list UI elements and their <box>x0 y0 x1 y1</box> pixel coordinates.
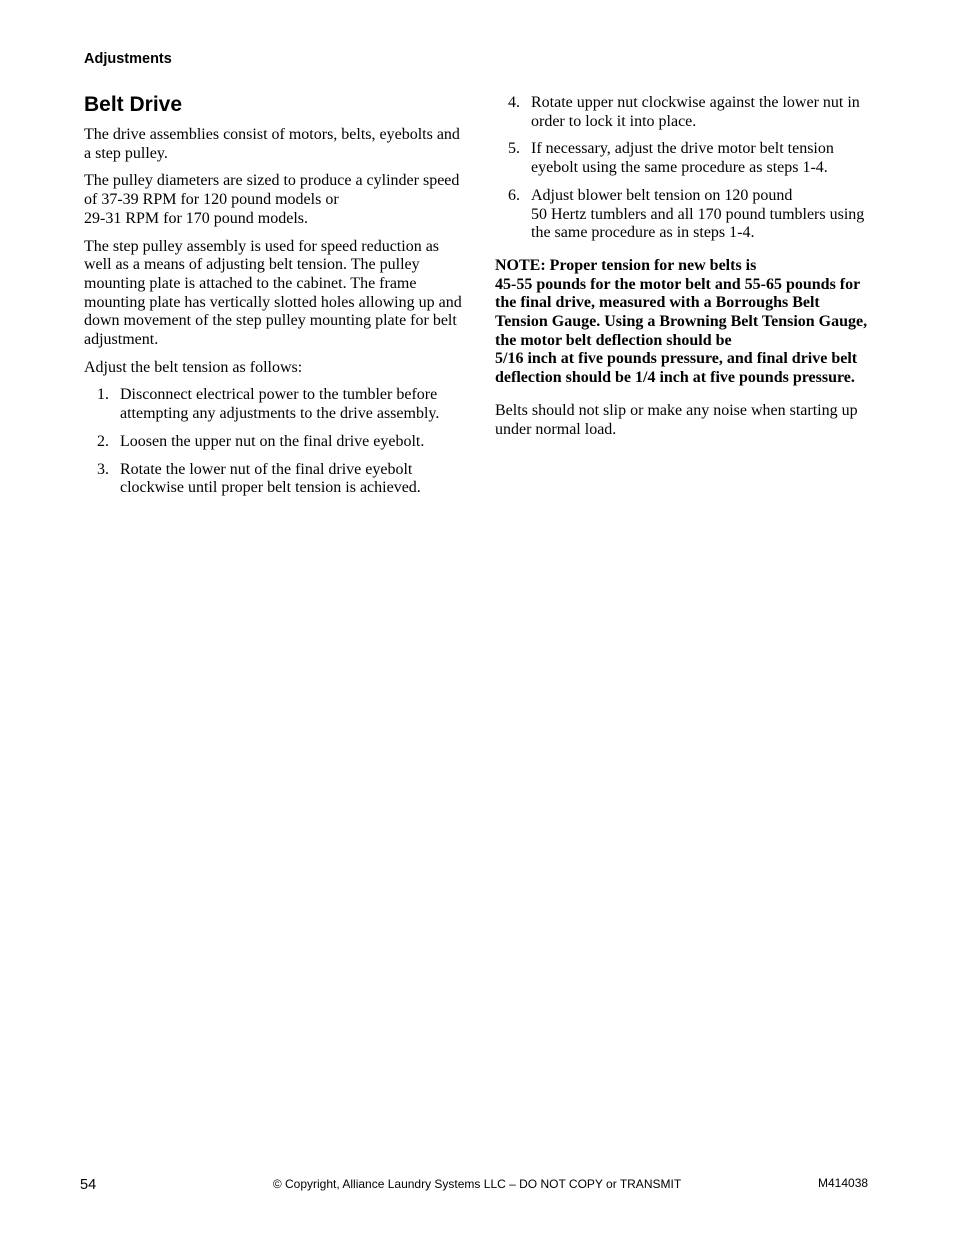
step-item <box>495 140 870 177</box>
step-number: 3. <box>97 460 109 478</box>
step-text: If necessary, adjust the drive motor belt tension eyebolt using the same procedure as steps 1-4. <box>531 140 834 177</box>
tension-note <box>495 257 870 388</box>
step-text: Rotate the lower nut of the final drive eyebolt clockwise until proper belt tension is achieved. <box>120 460 421 497</box>
belt-slip-paragraph: Belts should not slip or make any noise when starting up under normal load. <box>495 401 858 438</box>
step-number: 5. <box>508 140 520 158</box>
step-item <box>84 461 462 498</box>
step-text-1: Adjust blower belt tension on 120 pound <box>531 186 793 204</box>
step-text-2: 50 Hertz tumblers and all 170 pound tumblers using the same procedure as in steps 1-4. <box>531 205 865 242</box>
copyright-notice: © Copyright, Alliance Laundry Systems LLC – DO NOT COPY or TRANSMIT <box>272 1177 682 1191</box>
pulley-diameter-paragraph <box>84 172 462 228</box>
note-line-3: 5/16 inch at five pounds pressure, and final drive belt deflection should be 1/4 inch at five pounds pressure. <box>495 350 858 387</box>
intro-paragraph: The drive assemblies consist of motors, belts, eyebolts and a step pulley. <box>84 126 460 162</box>
step-number: 6. <box>508 186 520 204</box>
left-column <box>84 92 462 507</box>
steps-list-left <box>84 386 462 498</box>
adjust-intro-paragraph: Adjust the belt tension as follows: <box>84 358 303 376</box>
step-text: Loosen the upper nut on the final drive eyebolt. <box>120 432 425 450</box>
step-item <box>495 94 870 131</box>
step-item <box>495 187 870 243</box>
step-pulley-paragraph: The step pulley assembly is used for speed reduction as well as a means of adjusting belt tension. The pulley mounting plate is attached to the cabinet. The frame mounting plate has vertically slotted holes allowing up and down movement of the step pulley mounting plate for belt adjustment. <box>84 237 462 349</box>
note-line-2: 45-55 pounds for the motor belt and 55-65 pounds for the final drive, measured with a Borroughs Belt Tension Gauge. Using a Browning Belt Tension Gauge, the motor belt deflection should be <box>495 275 868 349</box>
step-number: 1. <box>97 386 109 404</box>
section-header: Adjustments <box>84 51 172 67</box>
step-item <box>84 386 462 423</box>
document-number: M414038 <box>818 1176 869 1190</box>
step-text: Rotate upper nut clockwise against the lower nut in order to lock it into place. <box>531 94 860 130</box>
right-column <box>495 94 870 448</box>
steps-list-right <box>495 94 870 243</box>
pulley-diameter-text-2: 29-31 RPM for 170 pound models. <box>84 209 308 227</box>
page-number: 54 <box>80 1177 97 1193</box>
step-number: 4. <box>508 94 520 111</box>
step-item <box>84 433 462 452</box>
step-text: Disconnect electrical power to the tumbler before attempting any adjustments to the drive assembly. <box>120 386 440 423</box>
page-title: Belt Drive <box>84 93 183 116</box>
note-line-1: NOTE: Proper tension for new belts is <box>495 256 757 274</box>
step-number: 2. <box>97 432 109 450</box>
pulley-diameter-text-1: The pulley diameters are sized to produce a cylinder speed of 37-39 RPM for 120 pound models or <box>84 172 460 209</box>
